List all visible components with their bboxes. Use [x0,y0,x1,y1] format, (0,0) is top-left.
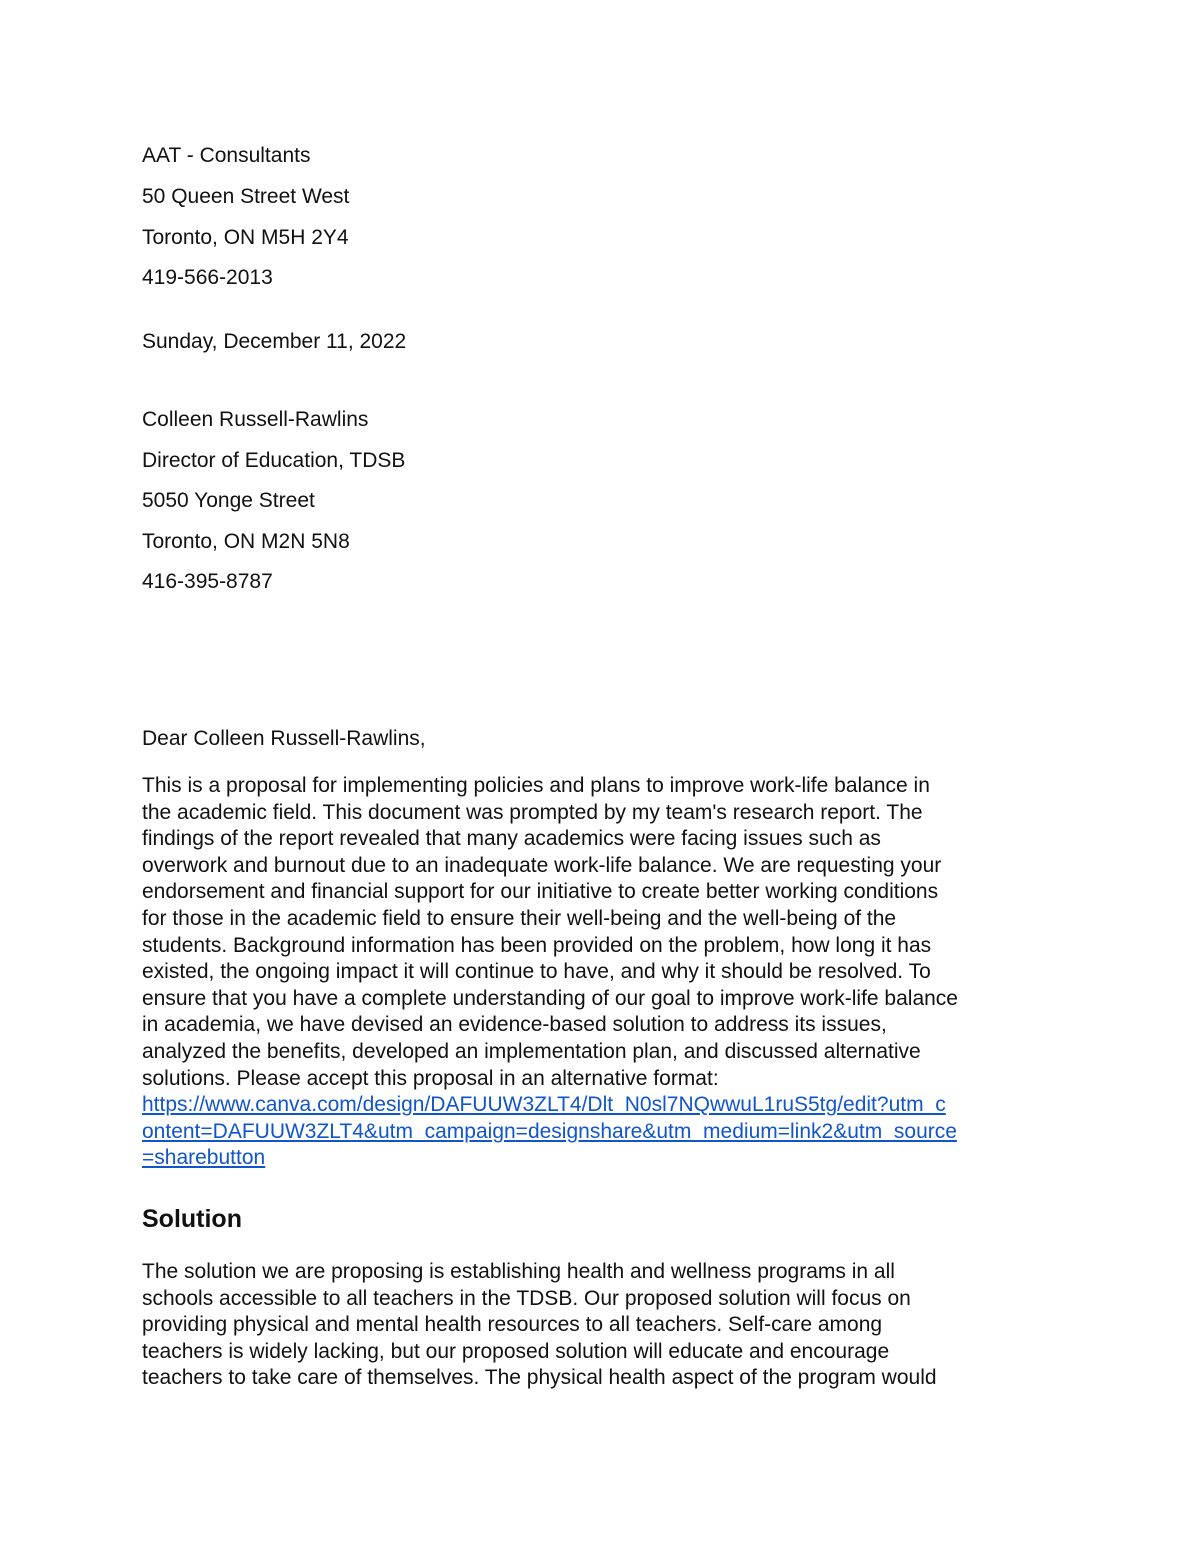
canva-link[interactable]: https://www.canva.com/design/DAFUUW3ZLT4/Dlt_N0sl7NQwwuL1ruS5tg/edit?utm_c [142,1093,946,1117]
solution-heading: Solution [142,1205,242,1233]
intro-line: solutions. Please accept this proposal in an alternative format: [142,1066,719,1090]
recipient-phone: 416-395-8787 [142,570,273,593]
intro-line: the academic field. This document was prompted by my team's research report. The [142,800,923,824]
solution-line: schools accessible to all teachers in the TDSB. Our proposed solution will focus on [142,1286,911,1310]
canva-link[interactable]: =sharebutton [142,1146,266,1170]
recipient-title: Director of Education, TDSB [142,449,406,472]
intro-line: This is a proposal for implementing policies and plans to improve work-life balance in [142,774,930,797]
recipient-city: Toronto, ON M2N 5N8 [142,530,350,553]
sender-city: Toronto, ON M5H 2Y4 [142,226,349,249]
solution-paragraph [142,1259,1072,1392]
letter-date: Sunday, December 11, 2022 [142,330,407,353]
canva-link[interactable]: ontent=DAFUUW3ZLT4&utm_campaign=designshare&utm_medium=link2&utm_source [142,1119,957,1143]
salutation: Dear Colleen Russell-Rawlins, [142,727,426,750]
solution-line: teachers to take care of themselves. The physical health aspect of the program would [142,1366,937,1390]
intro-line: in academia, we have devised an evidence-based solution to address its issues, [142,1013,887,1037]
intro-line: students. Background information has been provided on the problem, how long it has [142,933,932,957]
sender-street: 50 Queen Street West [142,185,350,208]
intro-line: for those in the academic field to ensure their well-being and the well-being of the [142,906,897,930]
intro-line: endorsement and financial support for our initiative to create better working conditions [142,880,939,904]
sender-phone: 419-566-2013 [142,266,273,289]
intro-paragraph [142,773,1072,1172]
intro-line: overwork and burnout due to an inadequate work-life balance. We are requesting your [142,853,942,877]
intro-line: ensure that you have a complete understanding of our goal to improve work-life balance [142,986,958,1010]
intro-line: analyzed the benefits, developed an implementation plan, and discussed alternative [142,1039,921,1063]
sender-name: AAT - Consultants [142,144,311,167]
solution-line: teachers is widely lacking, but our proposed solution will educate and encourage [142,1339,890,1363]
recipient-name: Colleen Russell-Rawlins [142,408,369,431]
solution-line: providing physical and mental health resources to all teachers. Self-care among [142,1313,883,1337]
solution-line: The solution we are proposing is establishing health and wellness programs in all [142,1260,895,1283]
intro-line: existed, the ongoing impact it will continue to have, and why it should be resolved. To [142,960,931,984]
recipient-street: 5050 Yonge Street [142,489,315,512]
intro-line: findings of the report revealed that many academics were facing issues such as [142,827,881,851]
